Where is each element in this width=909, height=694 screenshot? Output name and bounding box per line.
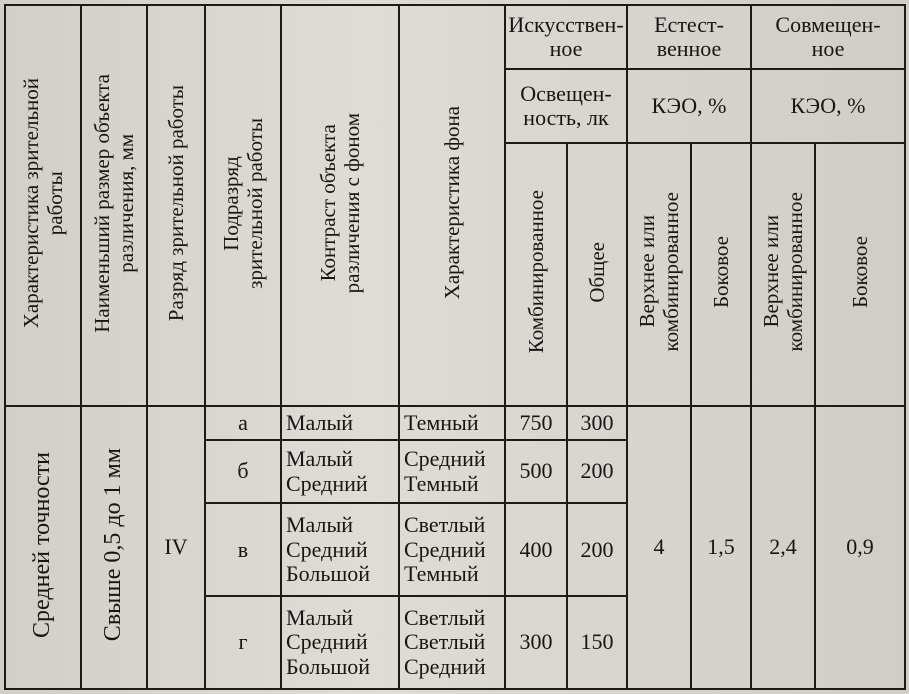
header-side-natural: Боковое (691, 143, 751, 406)
cell-subgrade: в (205, 503, 281, 596)
header-artificial: Искусствен- ное (505, 5, 627, 69)
cell-background: Светлый Средний Темный (399, 503, 505, 596)
cell-contrast: Малый (281, 406, 399, 440)
cell-grade: IV (147, 406, 205, 689)
header-combined-lighting: Комбинированное (505, 143, 567, 406)
header-top-or-combined-combined: Верхнее или комбинированное (751, 143, 815, 406)
cell-contrast: Малый Средний Большой (281, 596, 399, 689)
lighting-norms-table (4, 4, 906, 690)
cell-combined-lux: 400 (505, 503, 567, 596)
cell-combined-side: 0,9 (815, 406, 905, 689)
cell-general-lux: 300 (567, 406, 627, 440)
header-background: Характеристика фона (399, 5, 505, 406)
cell-subgrade: б (205, 440, 281, 503)
cell-combined-lux: 750 (505, 406, 567, 440)
header-work-grade: Разряд зрительной работы (147, 5, 205, 406)
cell-natural-top: 4 (627, 406, 691, 689)
header-min-size: Наименьший размер объекта различения, мм (81, 5, 147, 406)
cell-background: Средний Темный (399, 440, 505, 503)
header-contrast: Контраст объекта различения с фоном (281, 5, 399, 406)
cell-visual-work: Средней точности (5, 406, 81, 689)
cell-general-lux: 150 (567, 596, 627, 689)
cell-general-lux: 200 (567, 440, 627, 503)
cell-contrast: Малый Средний (281, 440, 399, 503)
header-keo-natural: КЭО, % (627, 69, 751, 143)
header-top-or-combined-natural: Верхнее или комбинированное (627, 143, 691, 406)
table-row (5, 406, 905, 440)
cell-background: Темный (399, 406, 505, 440)
header-illuminance: Освещен- ность, лк (505, 69, 627, 143)
cell-subgrade: г (205, 596, 281, 689)
cell-general-lux: 200 (567, 503, 627, 596)
cell-min-size: Свыше 0,5 до 1 мм (81, 406, 147, 689)
header-combined: Совмещен- ное (751, 5, 905, 69)
header-side-combined: Боковое (815, 143, 905, 406)
cell-contrast: Малый Средний Большой (281, 503, 399, 596)
cell-background: Светлый Светлый Средний (399, 596, 505, 689)
header-natural: Естест- венное (627, 5, 751, 69)
cell-natural-side: 1,5 (691, 406, 751, 689)
header-work-subgrade: Подразряд зрительной работы (205, 5, 281, 406)
cell-combined-top: 2,4 (751, 406, 815, 689)
header-visual-work: Характеристика зрительной работы (5, 5, 81, 406)
header-keo-combined: КЭО, % (751, 69, 905, 143)
cell-subgrade: а (205, 406, 281, 440)
cell-combined-lux: 300 (505, 596, 567, 689)
cell-combined-lux: 500 (505, 440, 567, 503)
header-general-lighting: Общее (567, 143, 627, 406)
